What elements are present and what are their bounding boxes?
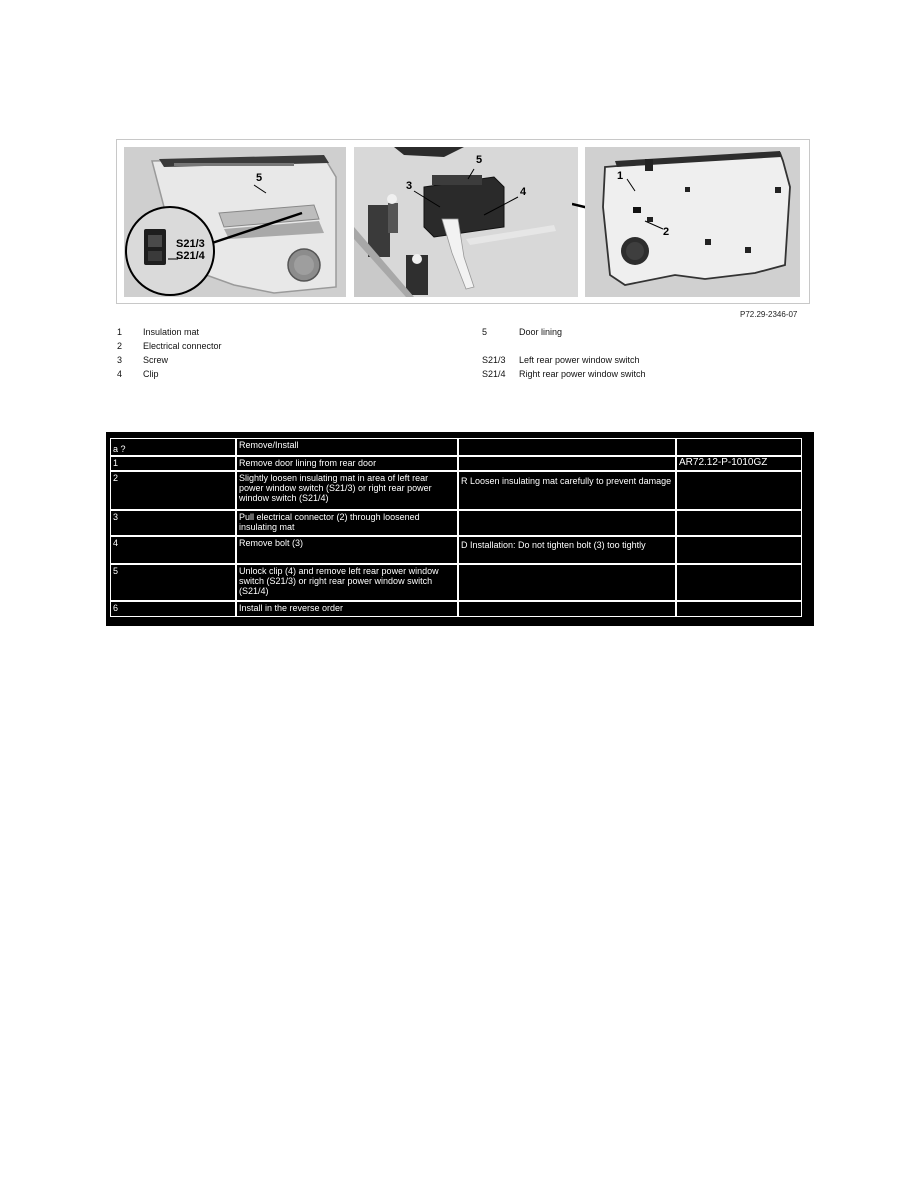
legend-number: S21/4	[482, 369, 506, 379]
step-action: Unlock clip (4) and remove left rear power window switch (S21/3) or right rear power window switch (S21/4)	[236, 564, 458, 601]
connector-closeup-panel	[354, 147, 578, 297]
legend-number: 5	[482, 327, 488, 337]
step-number: 2	[110, 471, 236, 510]
table-header-cell: Remove/Install	[236, 438, 458, 456]
callout-2: 2	[663, 226, 670, 238]
step-number: 1	[110, 456, 236, 471]
connector-closeup-drawing	[354, 147, 578, 297]
callout-4: 4	[520, 186, 527, 198]
step-action: Pull electrical connector (2) through loosened insulating mat	[236, 510, 458, 536]
table-header-cell	[676, 438, 802, 456]
legend-number: 3	[117, 355, 123, 365]
legend-text: Screw	[143, 355, 169, 365]
legend-number: 1	[117, 327, 123, 337]
step-reference	[676, 536, 802, 564]
legend-text: Right rear power window switch	[519, 369, 646, 379]
step-number: 3	[110, 510, 236, 536]
procedure-table	[106, 432, 814, 626]
step-note	[458, 510, 676, 536]
callout-5-middle: 5	[476, 154, 483, 166]
step-number: 5	[110, 564, 236, 601]
step-action: Remove bolt (3)	[236, 536, 458, 564]
switch-label-s21-4: S21/4	[176, 250, 205, 262]
step-note: R Loosen insulating mat carefully to prevent damage	[458, 471, 676, 510]
legend-text: Left rear power window switch	[519, 355, 640, 365]
step-action: Remove door lining from rear door	[236, 456, 458, 471]
switch-label-s21-3: S21/3	[176, 238, 205, 250]
step-reference	[676, 564, 802, 601]
insulation-mat-drawing	[585, 147, 800, 297]
step-note	[458, 456, 676, 471]
step-number: 4	[110, 536, 236, 564]
legend-number: S21/3	[482, 355, 506, 365]
callout-3: 3	[406, 180, 413, 192]
legend-text: Electrical connector	[143, 341, 222, 351]
illustration-figure	[116, 139, 810, 304]
table-header-cell	[458, 438, 676, 456]
step-reference	[676, 510, 802, 536]
step-reference: AR72.12-P-1010GZ	[676, 456, 802, 471]
step-action: Install in the reverse order	[236, 601, 458, 617]
step-note: D Installation: Do not tighten bolt (3) too tightly	[458, 536, 676, 564]
step-reference	[676, 601, 802, 617]
step-reference	[676, 471, 802, 510]
insulation-mat-panel	[585, 147, 800, 297]
door-with-switch-panel	[124, 147, 346, 297]
step-number: 6	[110, 601, 236, 617]
door-with-switch-drawing	[124, 147, 346, 297]
table-header-cell: a ?	[110, 438, 236, 456]
legend-text: Insulation mat	[143, 327, 200, 337]
legend-number: 2	[117, 341, 123, 351]
callout-1: 1	[617, 170, 624, 182]
legend-text: Clip	[143, 369, 159, 379]
step-note	[458, 564, 676, 601]
legend-text: Door lining	[519, 327, 563, 337]
callout-5-left: 5	[256, 172, 263, 184]
legend-number: 4	[117, 369, 123, 379]
step-action: Slightly loosen insulating mat in area of left rear power window switch (S21/3) or right rear power window switch (S21/4)	[236, 471, 458, 510]
step-note	[458, 601, 676, 617]
figure-id-label: P72.29-2346-07	[740, 310, 798, 319]
